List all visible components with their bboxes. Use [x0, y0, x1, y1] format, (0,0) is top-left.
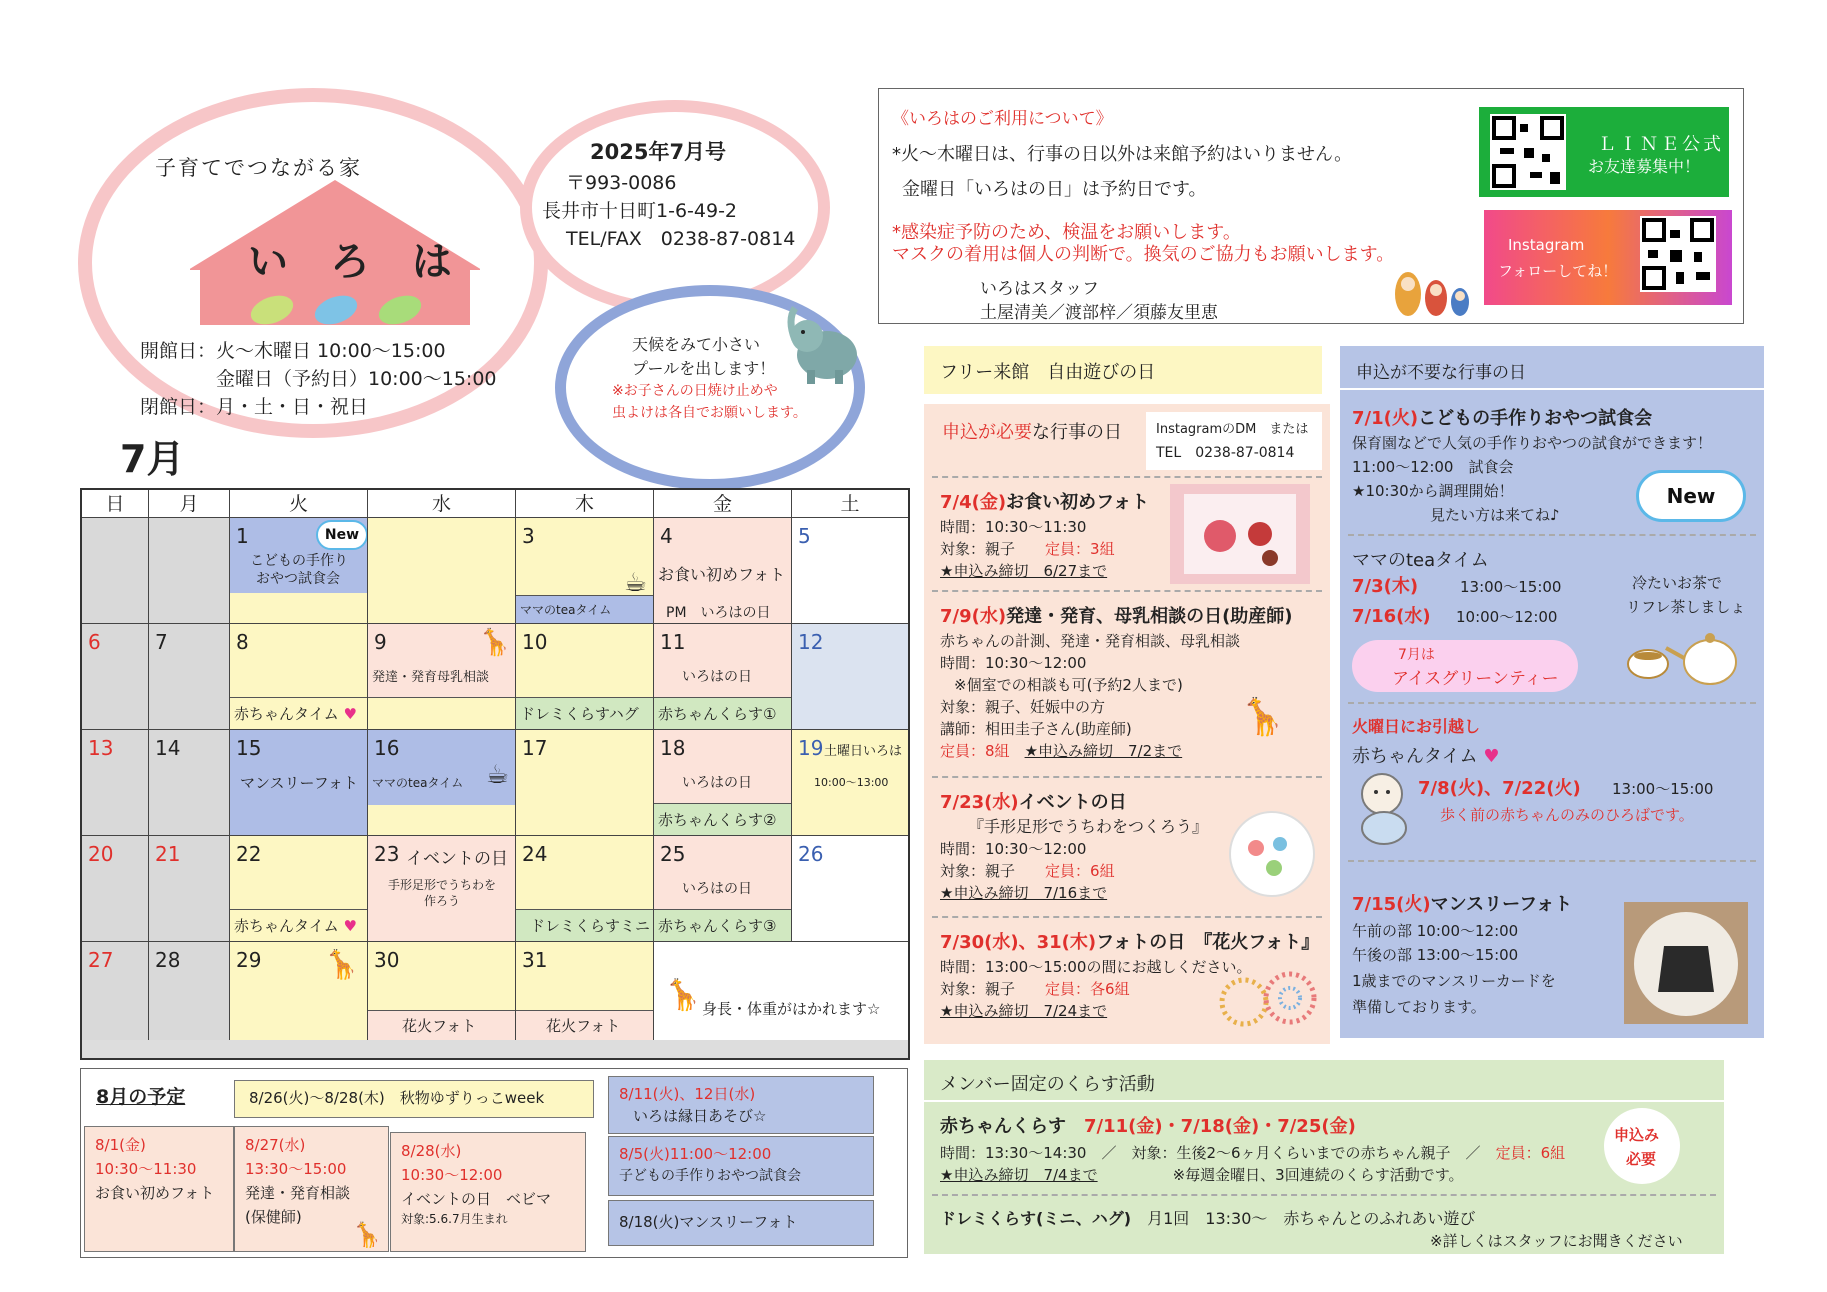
august-week: 8/26(火)～8/28(木) 秋物ゆずりっこweek: [234, 1080, 594, 1118]
info-line4: マスクの着用は個人の判断で。換気のご協力もお願いします。: [892, 244, 1395, 265]
fireworks-icon: [1214, 970, 1324, 1030]
line-label2: お友達募集中！: [1588, 157, 1701, 176]
giraffe-icon: 🦒: [352, 1221, 382, 1249]
monthly-photo-icon: [1624, 902, 1748, 1024]
calendar-cell-18: 18 いろはの日 赤ちゃんくらす②: [654, 730, 792, 836]
new-badge: New: [1636, 470, 1746, 522]
calendar-cell-19: 19 土曜日いろは 10:00～13:00: [792, 730, 908, 836]
issue-title: 2025年7月号: [590, 140, 727, 164]
giraffe-icon: 🦒: [1240, 697, 1285, 738]
postal-code: 〒993-0086: [566, 172, 677, 194]
calendar-cell-29: 29 🦒: [230, 942, 368, 1040]
dm-box: InstagramのDM または TEL 0238-87-0814: [1146, 412, 1322, 470]
calendar-cell-21: 21: [149, 836, 230, 942]
calendar-cell-23: 23 イベントの日 手形足形でうちわを 作ろう: [368, 836, 516, 942]
calendar-cell-11: 11 いろはの日 赤ちゃんくらす①: [654, 624, 792, 730]
calendar-cell-13: 13: [82, 730, 149, 836]
weekday-tue: 火: [230, 490, 368, 518]
calendar-cell-10: 10 ドレミくらすハグ: [516, 624, 654, 730]
august-title: 8月の予定: [96, 1086, 186, 1108]
teapot-icon: [1622, 622, 1752, 692]
required-events-panel: 申込が必要な行事の日 InstagramのDM または TEL 0238-87-0814 7/4(金)お食い初めフォト 時間：10:30～11:30 対象：親子 定員：3組 ★申込み締切 6/27まで 7/9(水)発達・発育、母乳相談の日(助産師) 赤ちゃんの計測、発達・発育相談、母乳相談 時間：10:30～12:00 ※個室での相談も可(予約2人まで) 対象：親子、妊娠中の方 講師：相田圭子さん(助産師) 定員：8組 ★申込み締切 7/2まで 🦒 7/23(水)イベントの日 『手形足形でうちわをつくろう』 時間：10:30～12:00 対象：親子 定員：6組 ★申込み締切 7/16まで 7/30(水)、31(木)フォトの日 『花火フォト』 時間：13:00～15:00の間にお越しください。 対象：親子 定員：各6組 ★申込み締切 7/24まで: [924, 404, 1330, 1044]
august-event-5: 8/5(火)11:00～12:00 子どもの手作りおやつ試食会: [608, 1136, 874, 1196]
calendar-cell-1: 1 こどもの手作り おやつ試食会 New: [230, 518, 368, 624]
application-required-badge: 申込み 必要: [1604, 1108, 1680, 1184]
info-line2: 金曜日「いろはの日」は予約日です。: [902, 179, 1207, 200]
calendar-cell-25: 25 いろはの日 赤ちゃんくらす③: [654, 836, 792, 942]
heart-icon: ♥: [1483, 746, 1500, 767]
giraffe-icon: 🦒: [478, 628, 511, 658]
opening-friday: 金曜日（予約日）10:00～15:00: [216, 368, 497, 390]
weekday-sun: 日: [82, 490, 149, 518]
calendar-cell-7: 7: [149, 624, 230, 730]
calendar-cell-14: 14: [149, 730, 230, 836]
calendar-cell-24: 24 ドレミくらすミニ: [516, 836, 654, 942]
weather-line4: 虫よけは各自でお願いします。: [612, 405, 807, 421]
calendar-cell-2: [368, 518, 516, 624]
insta-label2: フォローしてね！: [1498, 262, 1618, 280]
info-title: 《いろはのご利用について》: [892, 109, 1113, 129]
weather-line1: 天候をみて小さい: [632, 335, 761, 354]
required-title: 申込が必要な行事の日: [942, 422, 1122, 443]
august-event-1: 8/1(金) 10:30～11:30 お食い初めフォト: [84, 1126, 234, 1252]
member-class-panel: メンバー固定のくらす活動 赤ちゃんくらす 7/11(金)・7/18(金)・7/25(金) 時間：13:30～14:30 ／ 対象：生後2～6ヶ月くらいまでの赤ちゃん親子 ／ 定員：6組 ★申込み締切 7/4まで ※毎週金曜日、3回連続のくらす活動です。 申込み 必要 ドレミくらす(ミニ、ハグ) 月1回 13:30～ 赤ちゃんとのふれあい遊び ※詳しくはスタッフにお聞きください: [924, 1060, 1724, 1254]
august-event-6: 8/18(火)マンスリーフォト: [608, 1200, 874, 1246]
fan-craft-icon: [1222, 808, 1322, 904]
calendar-cell-12: 12: [792, 624, 908, 730]
calendar-cell-5: 5: [792, 518, 908, 624]
tea-cup-icon: ☕: [623, 568, 647, 598]
calendar-cell-31: 31 花火フォト: [516, 942, 654, 1040]
brand-name: い ろ は: [248, 239, 466, 285]
calendar-cell-17: 17: [516, 730, 654, 836]
info-line3: *感染症予防のため、検温をお願いします。: [892, 222, 1241, 243]
free-visit-panel: [924, 346, 1322, 394]
calendar-cell-22: 22 赤ちゃんタイム ♥: [230, 836, 368, 942]
weekday-sat: 土: [792, 490, 908, 518]
tea-cup-icon: ☕: [485, 760, 509, 790]
photo-okuizome-icon: [1170, 484, 1310, 584]
august-event-3: 8/28(水) 10:30～12:00 イベントの日 ベビマ 対象:5.6.7月生まれ: [390, 1132, 586, 1252]
opening-days: 開館日：火～木曜日 10:00～15:00: [140, 340, 446, 362]
measure-note: 身長・体重がはかれます☆: [702, 1000, 881, 1018]
address: 長井市十日町1-6-49-2: [542, 200, 738, 222]
elephant-icon: [785, 300, 865, 390]
calendar-cell-27: 27: [82, 942, 149, 1040]
info-line1: *火～木曜日は、行事の日以外は来館予約はいりません。: [892, 144, 1353, 165]
new-badge: New: [316, 520, 368, 550]
july-calendar: [80, 488, 910, 1060]
calendar-note-cell: [654, 942, 908, 1040]
calendar-cell-28: 28: [149, 942, 230, 1040]
month-label: 7月: [120, 437, 185, 481]
august-event-2: 8/27(水) 13:30～15:00 発達・発育相談 (保健師) 🦒: [234, 1126, 389, 1252]
staff-names: 土屋清美／渡部梓／須藤友里恵: [980, 303, 1218, 323]
weekday-wed: 水: [368, 490, 516, 518]
calendar-cell-empty: [149, 518, 230, 624]
calendar-cell-3: 3 ママのteaタイム ☕: [516, 518, 654, 624]
free-visit-label: フリー来館 自由遊びの日: [940, 362, 1156, 383]
august-event-4: 8/11(火)、12日(水) いろは縁日あそび☆: [608, 1076, 874, 1134]
matryoshka-icon: [1390, 262, 1480, 318]
closed-days: 閉館日：月・土・日・祝日: [140, 396, 369, 418]
instagram-qr-icon[interactable]: [1640, 216, 1716, 292]
not-required-panel: 申込が不要な行事の日 7/1(火)こどもの手作りおやつ試食会 保育園などで人気の手作りおやつの試食ができます！ 11:00～12:00 試食会 ★10:30から調理開始！ 見たい方は来てね♪ New ママのteaタイム 7/3(木) 13:00～15:00 7/16(水) 10:00～12:00 冷たいお茶で リフレ茶しましょ 7月は アイスグリーンティー 火曜日にお引越し 赤ちゃんタイム ♥ 7/8(火)、7/22(火) 13:00～15:00 歩く前の赤ちゃんのみのひろばです。 7/15(火)マンスリーフォト 午前の部 10:00～12:00 午後の部 13:00～15:00 1歳までのマンスリーカードを 準備しております。: [1340, 346, 1764, 1038]
giraffe-icon: 🦒: [664, 978, 702, 1013]
calendar-cell-26: 26: [792, 836, 908, 942]
line-label1: ＬＩＮＥ公式: [1598, 134, 1724, 155]
weather-line2: プールを出します！: [632, 359, 776, 378]
calendar-cell-30: 30 花火フォト: [368, 942, 516, 1040]
calendar-cell-8: 8 赤ちゃんタイム ♥: [230, 624, 368, 730]
giraffe-icon: 🦒: [324, 948, 359, 981]
weekday-fri: 金: [654, 490, 792, 518]
not-required-title: 申込が不要な行事の日: [1356, 363, 1526, 383]
calendar-cell-20: 20: [82, 836, 149, 942]
insta-label1: Instagram: [1508, 236, 1585, 254]
weather-line3: ※お子さんの日焼け止めや: [612, 383, 778, 399]
calendar-cell-4: 4 お食い初めフォト PM いろはの日: [654, 518, 792, 624]
calendar-cell-16: 16 ママのteaタイム ☕: [368, 730, 516, 836]
tel-fax: TEL/FAX 0238-87-0814: [566, 228, 796, 250]
calendar-cell-6: 6: [82, 624, 149, 730]
calendar-cell-empty: [82, 518, 149, 624]
weekday-mon: 月: [149, 490, 230, 518]
heart-icon: ♥: [343, 917, 357, 935]
baby-icon: [1348, 768, 1418, 848]
heart-icon: ♥: [343, 705, 357, 723]
staff-label: いろはスタッフ: [980, 279, 1099, 299]
calendar-cell-9: 9 発達・発育母乳相談 🦒: [368, 624, 516, 730]
line-qr-icon[interactable]: [1490, 114, 1566, 190]
member-title: メンバー固定のくらす活動: [940, 1074, 1155, 1095]
calendar-cell-15: 15 マンスリーフォト: [230, 730, 368, 836]
tagline: 子育てでつながる家: [155, 156, 362, 180]
weekday-thu: 木: [516, 490, 654, 518]
